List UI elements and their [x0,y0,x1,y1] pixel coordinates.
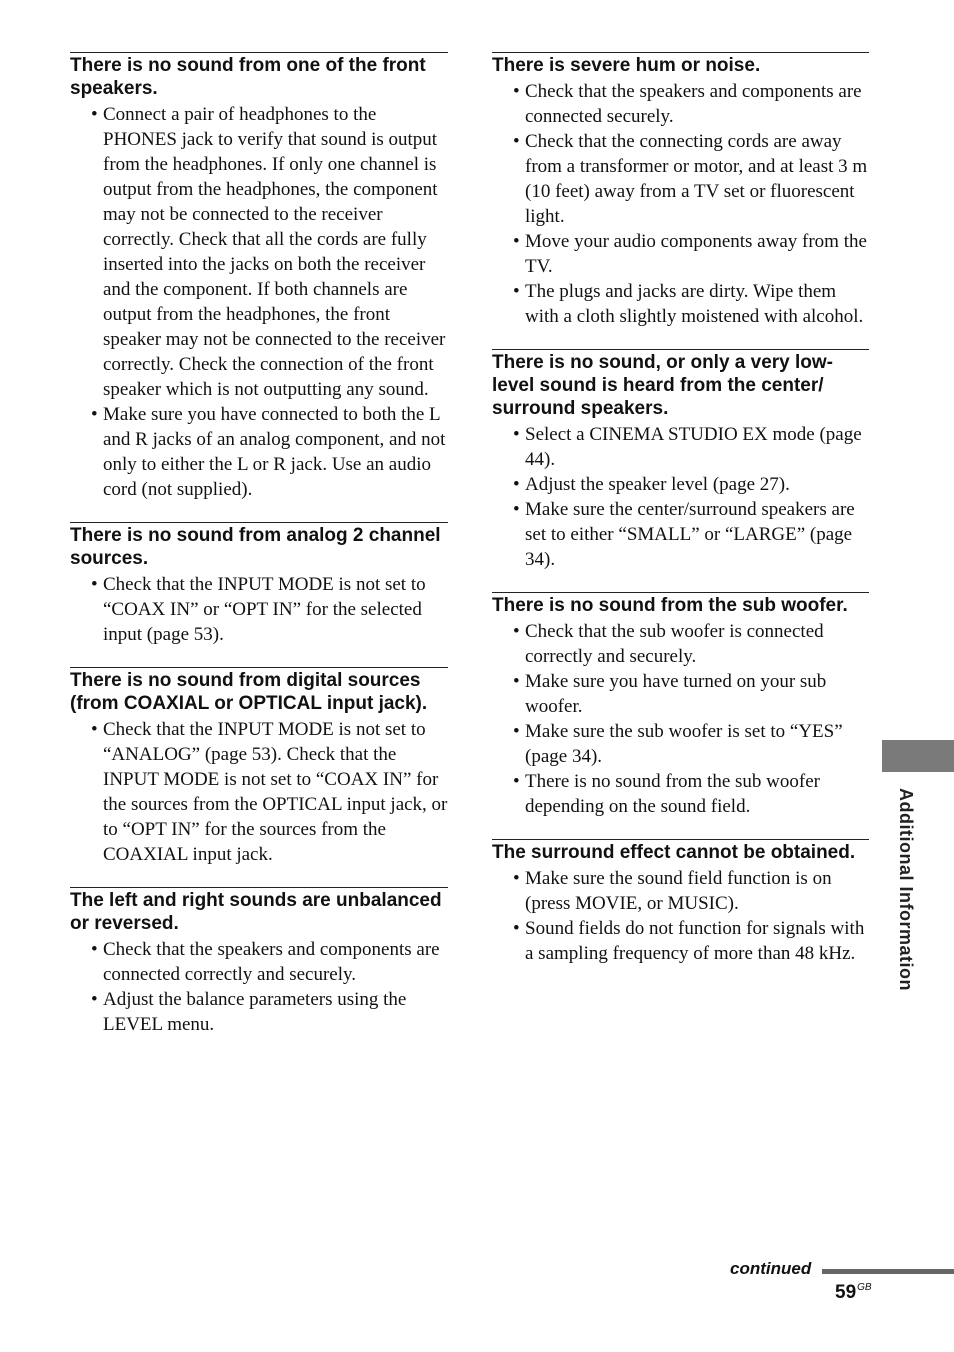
section-tab [882,740,954,772]
continued-bar [822,1269,954,1274]
troubleshooting-section [70,522,448,647]
bullet-list [70,102,448,502]
bullet-item: • Make sure the sub woofer is set to “YES” (page 34). [492,719,869,769]
bullet-item: • Check that the speakers and components are connected securely. [492,79,869,129]
bullet-item: • Check that the sub woofer is connected correctly and securely. [492,619,869,669]
bullet-item: • Make sure you have connected to both the L and R jacks of an analog component, and not only to either the L or R jack. Use an audio cord (not supplied). [70,402,448,502]
bullet-item: • Make sure the center/surround speakers are set to either “SMALL” or “LARGE” (page 34). [492,497,869,572]
section-heading: There is no sound, or only a very low-level sound is heard from the center/ surround speakers. [492,352,834,419]
troubleshooting-section [492,839,869,966]
section-heading: The left and right sounds are unbalanced or reversed. [70,890,442,934]
bullet-item: • Check that the INPUT MODE is not set to “ANALOG” (page 53). Check that the INPUT MODE is not set to “COAX IN” for the sources from the OPTICAL input jack, or to “OPT IN” for the sources from the COAXIAL input jack. [70,717,448,867]
page-number [835,1282,872,1304]
bullet-list [70,717,448,867]
bullet-item: • Adjust the balance parameters using the LEVEL menu. [70,987,448,1037]
bullet-list [70,937,448,1037]
troubleshooting-section [70,52,448,502]
bullet-list [492,619,869,819]
bullet-item: • The plugs and jacks are dirty. Wipe them with a cloth slightly moistened with alcohol. [492,279,869,329]
bullet-item: • Check that the INPUT MODE is not set to “COAX IN” or “OPT IN” for the selected input (page 53). [70,572,448,647]
bullet-item: • Connect a pair of headphones to the PHONES jack to verify that sound is output from the headphones. If only one channel is output from the headphones, the component may not be connected to the receiver correctly. Check that all the cords are fully inserted into the jacks on both the receiver and the component. If both channels are output from the headphones, the front speaker may not be connected to the receiver correctly. Check the connection of the front speaker which is not outputting any sound. [70,102,448,402]
section-heading: The surround effect cannot be obtained. [492,842,856,863]
section-tab-label: Additional Information [896,788,916,991]
bullet-item: • Select a CINEMA STUDIO EX mode (page 44). [492,422,869,472]
troubleshooting-section [492,592,869,819]
bullet-list [492,866,869,966]
bullet-item: • Check that the speakers and components are connected correctly and securely. [70,937,448,987]
section-heading: There is severe hum or noise. [492,55,761,76]
troubleshooting-section [70,887,448,1037]
bullet-item: • Move your audio components away from the TV. [492,229,869,279]
bullet-item: • Make sure you have turned on your sub woofer. [492,669,869,719]
bullet-list [492,422,869,572]
section-heading: There is no sound from one of the front speakers. [70,55,426,99]
bullet-item: • Make sure the sound field function is on (press MOVIE, or MUSIC). [492,866,869,916]
right-column [492,52,869,986]
bullet-item: • Check that the connecting cords are away from a transformer or motor, and at least 3 m (10 feet) away from a TV set or fluorescent light. [492,129,869,229]
bullet-item: • Sound fields do not function for signals with a sampling frequency of more than 48 kHz. [492,916,869,966]
left-column [70,52,448,1057]
section-heading: There is no sound from digital sources (from COAXIAL or OPTICAL input jack). [70,670,428,714]
troubleshooting-section [70,667,448,867]
section-heading: There is no sound from the sub woofer. [492,595,848,616]
troubleshooting-section [492,52,869,329]
bullet-list [70,572,448,647]
continued-label: continued [730,1259,812,1278]
page-number-suffix: GB [857,1282,872,1293]
page-number-value: 59 [835,1282,857,1303]
bullet-list [492,79,869,329]
bullet-item: • There is no sound from the sub woofer depending on the sound field. [492,769,869,819]
bullet-item: • Adjust the speaker level (page 27). [492,472,869,497]
troubleshooting-section [492,349,869,572]
section-heading: There is no sound from analog 2 channel sources. [70,525,441,569]
